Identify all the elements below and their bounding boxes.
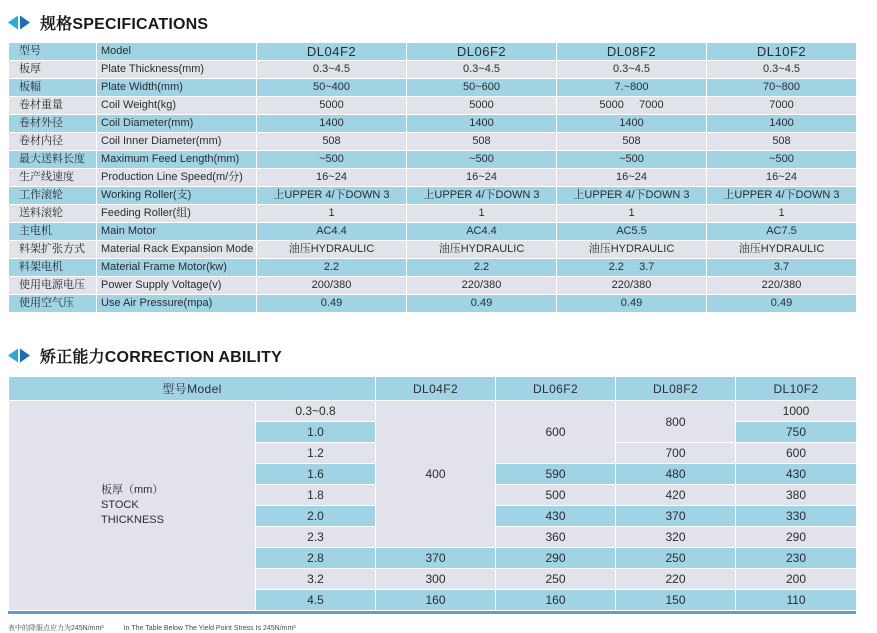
correction-value: 800 xyxy=(616,401,736,443)
spec-value: 0.49 xyxy=(257,295,407,313)
correction-value: 600 xyxy=(736,443,857,464)
correction-model-header: DL08F2 xyxy=(616,377,736,401)
spec-value: 508 xyxy=(257,133,407,151)
spec-label-en: Plate Thickness(mm) xyxy=(97,61,257,79)
spec-table-row xyxy=(9,133,857,151)
spec-value: 0.3~4.5 xyxy=(407,61,557,79)
spec-value: 0.3~4.5 xyxy=(257,61,407,79)
spec-table-body xyxy=(9,43,857,313)
spec-value: 1 xyxy=(557,205,707,223)
correction-model-header: DL04F2 xyxy=(376,377,496,401)
spec-value: 16~24 xyxy=(557,169,707,187)
spec-value: 16~24 xyxy=(257,169,407,187)
stock-thickness-label xyxy=(9,401,256,611)
spec-label-en: Plate Width(mm) xyxy=(97,79,257,97)
spec-value: 油压HYDRAULIC xyxy=(257,241,407,259)
specifications-section-title xyxy=(8,0,877,33)
correction-value: 330 xyxy=(736,506,857,527)
spec-label-zh: 料架扩张方式 xyxy=(9,241,97,259)
thickness-value: 4.5 xyxy=(256,590,376,611)
correction-value: 200 xyxy=(736,569,857,590)
spec-value: AC7.5 xyxy=(707,223,857,241)
spec-value: 1400 xyxy=(707,115,857,133)
spec-table-row xyxy=(9,259,857,277)
correction-table-head-row xyxy=(9,377,857,401)
spec-value: 220/380 xyxy=(557,277,707,295)
model-header: DL10F2 xyxy=(707,43,857,61)
thickness-value: 0.3~0.8 xyxy=(256,401,376,422)
spec-value: 2.2 xyxy=(407,259,557,277)
spec-value: 2.2 3.7 xyxy=(557,259,707,277)
spec-label-zh: 料架电机 xyxy=(9,259,97,277)
spec-value: 5000 xyxy=(407,97,557,115)
spec-label-zh: 卷材外径 xyxy=(9,115,97,133)
spec-label-en: Model xyxy=(97,43,257,61)
correction-value: 600 xyxy=(496,401,616,464)
correction-value: 230 xyxy=(736,548,857,569)
spec-label-zh: 卷材内径 xyxy=(9,133,97,151)
spec-value: 0.49 xyxy=(707,295,857,313)
spec-table-row xyxy=(9,241,857,259)
spec-value: ~500 xyxy=(707,151,857,169)
correction-table-row xyxy=(9,401,857,422)
spec-label-zh: 工作滚轮 xyxy=(9,187,97,205)
spec-table-row xyxy=(9,61,857,79)
spec-value: 1 xyxy=(707,205,857,223)
spec-label-en: Coil Weight(kg) xyxy=(97,97,257,115)
spec-value: 油压HYDRAULIC xyxy=(407,241,557,259)
spec-value: ~500 xyxy=(407,151,557,169)
thickness-value: 1.2 xyxy=(256,443,376,464)
spec-value: 1400 xyxy=(407,115,557,133)
spec-value: 2.2 xyxy=(257,259,407,277)
spec-value: 7.~800 xyxy=(557,79,707,97)
correction-value: 360 xyxy=(496,527,616,548)
thickness-value: 2.0 xyxy=(256,506,376,527)
spec-value: 16~24 xyxy=(707,169,857,187)
double-triangle-icon xyxy=(8,15,31,30)
specifications-table xyxy=(8,42,857,313)
spec-label-en: Use Air Pressure(mpa) xyxy=(97,295,257,313)
spec-value: 508 xyxy=(707,133,857,151)
thickness-value: 1.0 xyxy=(256,422,376,443)
spec-label-en: Material Rack Expansion Mode xyxy=(97,241,257,259)
spec-label-en: Coil Inner Diameter(mm) xyxy=(97,133,257,151)
stock-thickness-label-line: STOCK xyxy=(101,499,139,512)
spec-value: 0.49 xyxy=(407,295,557,313)
specifications-title: 规格SPECIFICATIONS xyxy=(40,15,209,33)
spec-value: 0.49 xyxy=(557,295,707,313)
spec-value: 油压HYDRAULIC xyxy=(557,241,707,259)
correction-value: 250 xyxy=(496,569,616,590)
spec-value: 508 xyxy=(557,133,707,151)
footnote xyxy=(8,623,877,633)
correction-value: 400 xyxy=(376,401,496,548)
spec-value: 0.3~4.5 xyxy=(707,61,857,79)
spec-table-row xyxy=(9,223,857,241)
spec-value: 3.7 xyxy=(707,259,857,277)
spec-label-zh: 使用空气压 xyxy=(9,295,97,313)
spec-table-row xyxy=(9,277,857,295)
spec-value: AC4.4 xyxy=(257,223,407,241)
spec-value: ~500 xyxy=(557,151,707,169)
footnote-en: In The Table Below The Yield Point Stress Is 245N/mm² xyxy=(123,625,296,632)
spec-label-zh: 生产线速度 xyxy=(9,169,97,187)
correction-model-header: DL10F2 xyxy=(736,377,857,401)
correction-model-header: DL06F2 xyxy=(496,377,616,401)
correction-value: 290 xyxy=(496,548,616,569)
spec-table-row xyxy=(9,169,857,187)
correction-value: 370 xyxy=(376,548,496,569)
spec-label-en: Feeding Roller(组) xyxy=(97,205,257,223)
thickness-value: 1.8 xyxy=(256,485,376,506)
stock-thickness-label-line: THICKNESS xyxy=(101,513,164,526)
spec-value: 16~24 xyxy=(407,169,557,187)
spec-value: 1 xyxy=(257,205,407,223)
thickness-value: 2.8 xyxy=(256,548,376,569)
correction-value: 750 xyxy=(736,422,857,443)
correction-value: 590 xyxy=(496,464,616,485)
spec-label-en: Coil Diameter(mm) xyxy=(97,115,257,133)
model-header: DL04F2 xyxy=(257,43,407,61)
spec-value: 5000 xyxy=(257,97,407,115)
correction-value: 300 xyxy=(376,569,496,590)
spec-label-zh: 板幅 xyxy=(9,79,97,97)
spec-label-zh: 主电机 xyxy=(9,223,97,241)
spec-value: 上UPPER 4/下DOWN 3 xyxy=(407,187,557,205)
double-triangle-icon xyxy=(8,348,31,363)
correction-title: 矫正能力CORRECTION ABILITY xyxy=(40,348,283,366)
spec-value: 油压HYDRAULIC xyxy=(707,241,857,259)
correction-value: 160 xyxy=(496,590,616,611)
spec-label-zh: 送料滚轮 xyxy=(9,205,97,223)
correction-section-title xyxy=(8,333,877,366)
spec-value: 1400 xyxy=(257,115,407,133)
correction-value: 250 xyxy=(616,548,736,569)
correction-value: 290 xyxy=(736,527,857,548)
spec-value: 1 xyxy=(407,205,557,223)
spec-table-row xyxy=(9,205,857,223)
correction-value: 150 xyxy=(616,590,736,611)
spec-value: 上UPPER 4/下DOWN 3 xyxy=(557,187,707,205)
spec-value: 5000 7000 xyxy=(557,97,707,115)
spec-value: 上UPPER 4/下DOWN 3 xyxy=(257,187,407,205)
footnote-zh: 表中的降服点应力为245N/mm² xyxy=(8,625,104,632)
spec-label-zh: 最大送料长度 xyxy=(9,151,97,169)
thickness-value: 2.3 xyxy=(256,527,376,548)
spec-value: 50~400 xyxy=(257,79,407,97)
correction-value: 160 xyxy=(376,590,496,611)
spec-value: 220/380 xyxy=(407,277,557,295)
spec-label-en: Main Motor xyxy=(97,223,257,241)
correction-model-header-label: 型号Model xyxy=(9,377,376,401)
spec-label-en: Maximum Feed Length(mm) xyxy=(97,151,257,169)
correction-value: 430 xyxy=(736,464,857,485)
correction-value: 320 xyxy=(616,527,736,548)
spec-value: ~500 xyxy=(257,151,407,169)
spec-value: 50~600 xyxy=(407,79,557,97)
table-bottom-edge xyxy=(8,611,856,614)
spec-value: 508 xyxy=(407,133,557,151)
spec-table-row xyxy=(9,115,857,133)
spec-label-zh: 卷材重量 xyxy=(9,97,97,115)
correction-value: 420 xyxy=(616,485,736,506)
correction-value: 380 xyxy=(736,485,857,506)
spec-label-zh: 板厚 xyxy=(9,61,97,79)
spec-label-en: Material Frame Motor(kw) xyxy=(97,259,257,277)
model-header: DL08F2 xyxy=(557,43,707,61)
correction-value: 480 xyxy=(616,464,736,485)
model-header: DL06F2 xyxy=(407,43,557,61)
spec-value: 70~800 xyxy=(707,79,857,97)
spec-value: 220/380 xyxy=(707,277,857,295)
correction-table xyxy=(8,376,857,611)
correction-value: 370 xyxy=(616,506,736,527)
spec-label-en: Power Supply Voltage(v) xyxy=(97,277,257,295)
spec-label-zh: 使用电源电压 xyxy=(9,277,97,295)
spec-table-row xyxy=(9,43,857,61)
spec-value: 1400 xyxy=(557,115,707,133)
thickness-value: 3.2 xyxy=(256,569,376,590)
correction-value: 700 xyxy=(616,443,736,464)
correction-value: 430 xyxy=(496,506,616,527)
spec-value: 7000 xyxy=(707,97,857,115)
spec-label-en: Production Line Speed(m/分) xyxy=(97,169,257,187)
correction-value: 1000 xyxy=(736,401,857,422)
spec-table-row xyxy=(9,79,857,97)
spec-value: AC5.5 xyxy=(557,223,707,241)
spec-value: AC4.4 xyxy=(407,223,557,241)
spec-table-row xyxy=(9,151,857,169)
stock-thickness-label-line: 板厚（mm） xyxy=(101,484,164,497)
spec-table-row xyxy=(9,97,857,115)
spec-label-en: Working Roller(支) xyxy=(97,187,257,205)
thickness-value: 1.6 xyxy=(256,464,376,485)
spec-table-row xyxy=(9,295,857,313)
spec-value: 上UPPER 4/下DOWN 3 xyxy=(707,187,857,205)
correction-value: 500 xyxy=(496,485,616,506)
correction-table-body xyxy=(9,401,857,611)
correction-value: 110 xyxy=(736,590,857,611)
spec-value: 0.3~4.5 xyxy=(557,61,707,79)
spec-table-row xyxy=(9,187,857,205)
spec-value: 200/380 xyxy=(257,277,407,295)
spec-label-zh: 型号 xyxy=(9,43,97,61)
correction-value: 220 xyxy=(616,569,736,590)
